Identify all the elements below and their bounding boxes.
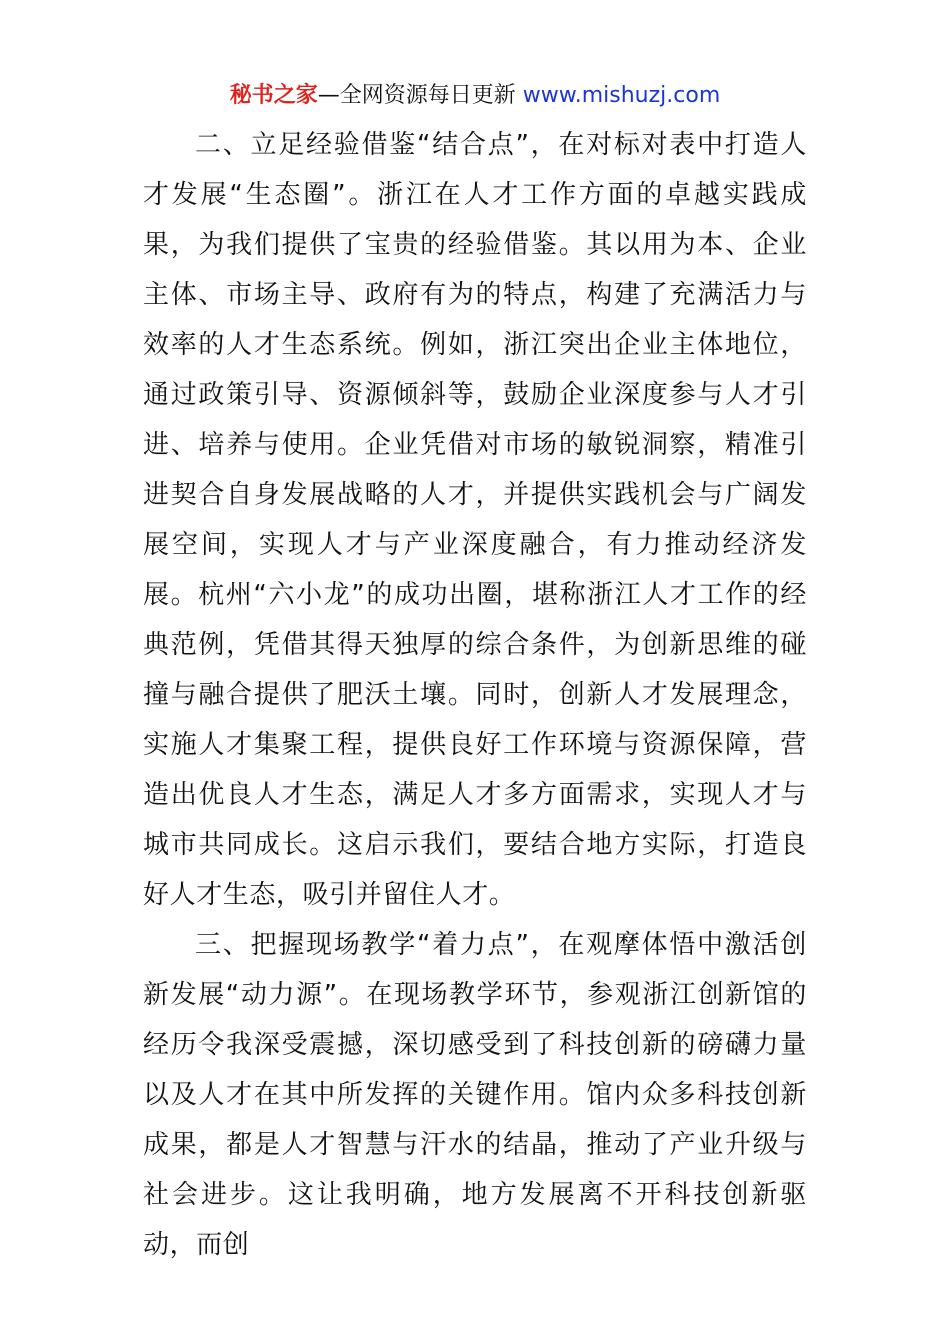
brand-name: 秘书之家 xyxy=(229,83,318,108)
header-url[interactable]: www.mishuzj.com xyxy=(522,83,721,108)
header-tagline: —全网资源每日更新 xyxy=(317,83,523,108)
page-header xyxy=(0,80,950,112)
document-body xyxy=(143,120,807,1270)
paragraph: 二、立足经验借鉴“结合点”，在对标对表中打造人才发展“生态圈”。浙江在人才工作方面的卓越实践成果，为我们提供了宝贵的经验借鉴。其以用为本、企业主体、市场主导、政府有为的特点，构建了充满活力与效率的人才生态系统。例如，浙江突出企业主体地位，通过政策引导、资源倾斜等，鼓励企业深度参与人才引进、培养与使用。企业凭借对市场的敏锐洞察，精准引进契合自身发展战略的人才，并提供实践机会与广阔发展空间，实现人才与产业深度融合，有力推动经济发展。杭州“六小龙”的成功出圈，堪称浙江人才工作的经典范例，凭借其得天独厚的综合条件，为创新思维的碰撞与融合提供了肥沃土壤。同时，创新人才发展理念，实施人才集聚工程，提供良好工作环境与资源保障，营造出优良人才生态，满足人才多方面需求，实现人才与城市共同成长。这启示我们，要结合地方实际，打造良好人才生态，吸引并留住人才。 xyxy=(143,130,807,910)
paragraph: 三、把握现场教学“着力点”，在观摩体悟中激活创新发展“动力源”。在现场教学环节，参观浙江创新馆的经历令我深受震撼，深切感受到了科技创新的磅礴力量以及人才在其中所发挥的关键作用。馆内众多科技创新成果，都是人才智慧与汗水的结晶，推动了产业升级与社会进步。这让我明确，地方发展离不开科技创新驱动，而创 xyxy=(143,930,807,1260)
